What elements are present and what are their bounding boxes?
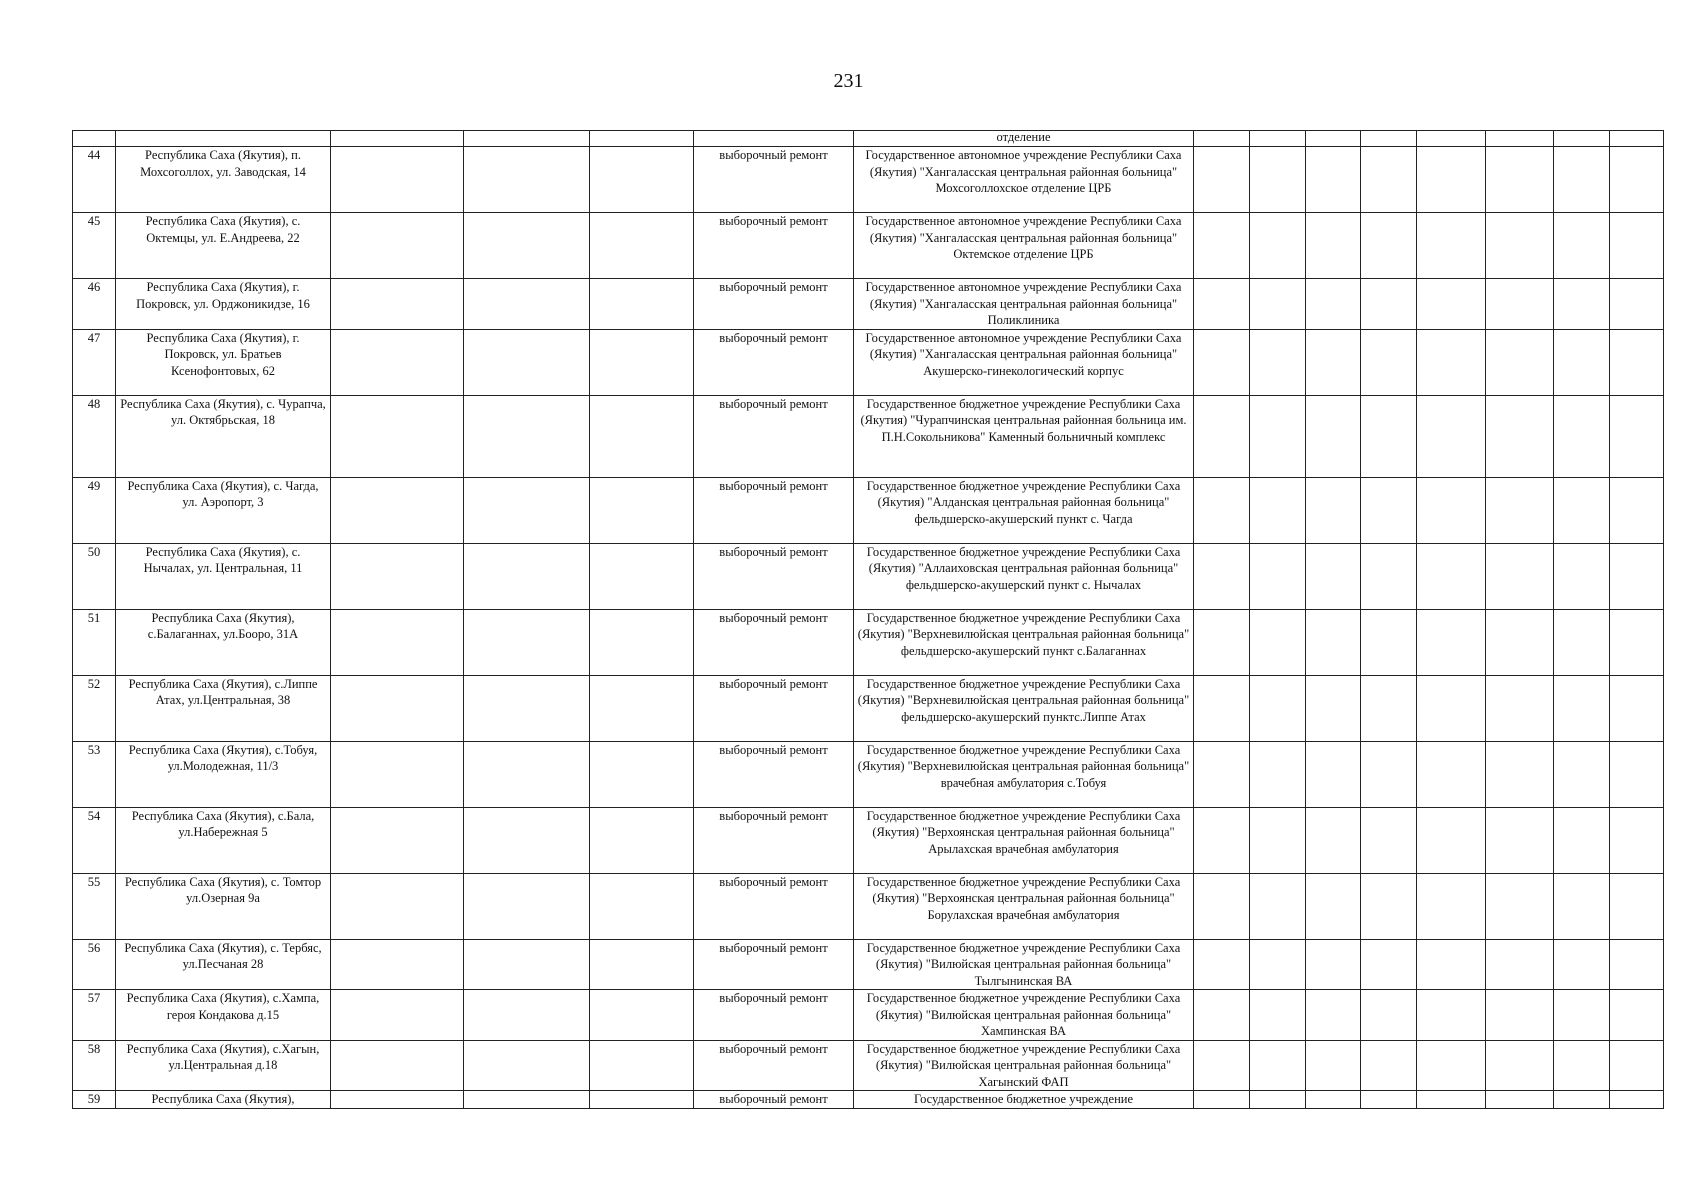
empty-cell	[1250, 873, 1306, 939]
empty-cell	[1554, 477, 1610, 543]
empty-cell	[1417, 147, 1486, 213]
continuation-row	[73, 131, 1664, 147]
empty-cell	[464, 395, 590, 477]
empty-cell	[590, 741, 694, 807]
address-cell: Республика Саха (Якутия), г. Покровск, ул. Орджоникидзе, 16	[116, 279, 331, 330]
empty-cell	[1250, 939, 1306, 990]
empty-cell	[1361, 395, 1417, 477]
empty-cell	[1554, 939, 1610, 990]
empty-cell	[464, 147, 590, 213]
empty-cell	[590, 807, 694, 873]
empty-cell	[331, 1091, 464, 1109]
address-cell: Республика Саха (Якутия), с. Чурапча, ул. Октябрьская, 18	[116, 395, 331, 477]
work-type-cell: выборочный ремонт	[694, 279, 854, 330]
empty-cell	[464, 1040, 590, 1091]
empty-cell	[590, 1040, 694, 1091]
empty-cell	[1306, 807, 1361, 873]
empty-cell	[464, 1091, 590, 1109]
empty-cell	[1361, 279, 1417, 330]
empty-cell	[1194, 609, 1250, 675]
empty-cell	[1250, 807, 1306, 873]
address-cell: Республика Саха (Якутия), с.Хагын, ул.Центральная д.18	[116, 1040, 331, 1091]
empty-cell	[1361, 990, 1417, 1041]
empty-cell	[1306, 939, 1361, 990]
empty-cell	[1194, 395, 1250, 477]
address-cell: Республика Саха (Якутия), с. Чагда, ул. Аэропорт, 3	[116, 477, 331, 543]
empty-cell	[464, 543, 590, 609]
empty-cell	[464, 477, 590, 543]
empty-cell	[1610, 477, 1664, 543]
empty-cell	[1306, 873, 1361, 939]
row-number: 46	[73, 279, 116, 330]
empty-cell	[1306, 1040, 1361, 1091]
empty-cell	[464, 873, 590, 939]
empty-cell	[590, 213, 694, 279]
empty-cell	[1486, 279, 1554, 330]
empty-cell	[1610, 1040, 1664, 1091]
table-row	[73, 395, 1664, 477]
empty-cell	[1610, 741, 1664, 807]
work-type-cell: выборочный ремонт	[694, 807, 854, 873]
repair-table	[72, 130, 1664, 1109]
row-number: 58	[73, 1040, 116, 1091]
empty-cell	[1417, 990, 1486, 1041]
row-number: 50	[73, 543, 116, 609]
empty-cell	[331, 279, 464, 330]
empty-cell	[1486, 939, 1554, 990]
empty-cell	[1554, 543, 1610, 609]
empty-cell	[464, 675, 590, 741]
empty-cell	[1250, 741, 1306, 807]
work-type-cell: выборочный ремонт	[694, 939, 854, 990]
empty-cell	[590, 873, 694, 939]
organization-cell: Государственное бюджетное учреждение Республики Саха (Якутия) "Вилюйская центральная районная больница" Хагынский ФАП	[854, 1040, 1194, 1091]
empty-cell	[331, 675, 464, 741]
row-number: 52	[73, 675, 116, 741]
empty-cell	[1486, 395, 1554, 477]
empty-cell	[1306, 609, 1361, 675]
empty-cell	[1610, 1091, 1664, 1109]
empty-cell	[590, 279, 694, 330]
empty-cell	[1486, 147, 1554, 213]
empty-cell	[1361, 543, 1417, 609]
empty-cell	[1610, 395, 1664, 477]
empty-cell	[1610, 609, 1664, 675]
table-row	[73, 477, 1664, 543]
empty-cell	[1361, 147, 1417, 213]
organization-cell: Государственное бюджетное учреждение Республики Саха (Якутия) "Вилюйская центральная районная больница" Хампинская ВА	[854, 990, 1194, 1041]
empty-cell	[1610, 939, 1664, 990]
empty-cell	[331, 213, 464, 279]
table-row	[73, 675, 1664, 741]
empty-cell	[1554, 873, 1610, 939]
address-cell: Республика Саха (Якутия),	[116, 1091, 331, 1109]
empty-cell	[1250, 279, 1306, 330]
row-number: 54	[73, 807, 116, 873]
empty-cell	[1610, 675, 1664, 741]
empty-cell	[331, 147, 464, 213]
empty-cell	[1417, 329, 1486, 395]
empty-cell	[1194, 213, 1250, 279]
empty-cell	[590, 675, 694, 741]
empty-cell	[590, 609, 694, 675]
table-row	[73, 329, 1664, 395]
address-cell: Республика Саха (Якутия), п. Мохсоголлох, ул. Заводская, 14	[116, 147, 331, 213]
table-row	[73, 543, 1664, 609]
empty-cell	[1194, 543, 1250, 609]
empty-cell	[1417, 543, 1486, 609]
empty-cell	[331, 395, 464, 477]
table-row	[73, 873, 1664, 939]
empty-cell	[1554, 609, 1610, 675]
empty-cell	[1306, 990, 1361, 1041]
address-cell: Республика Саха (Якутия), с. Октемцы, ул. Е.Андреева, 22	[116, 213, 331, 279]
empty-cell	[1554, 213, 1610, 279]
work-type-cell: выборочный ремонт	[694, 873, 854, 939]
empty-cell	[1306, 543, 1361, 609]
row-number: 53	[73, 741, 116, 807]
address-cell: Республика Саха (Якутия), с.Хампа, героя Кондакова д.15	[116, 990, 331, 1041]
empty-cell	[1486, 990, 1554, 1041]
work-type-cell: выборочный ремонт	[694, 1040, 854, 1091]
empty-cell	[1194, 990, 1250, 1041]
empty-cell	[590, 329, 694, 395]
empty-cell	[1250, 543, 1306, 609]
work-type-cell: выборочный ремонт	[694, 329, 854, 395]
organization-cell: Государственное бюджетное учреждение Республики Саха (Якутия) "Алданская центральная районная больница" фельдшерско-акушерский пункт с. Чагда	[854, 477, 1194, 543]
empty-cell	[1486, 1040, 1554, 1091]
empty-cell	[1554, 741, 1610, 807]
empty-cell	[1250, 675, 1306, 741]
empty-cell	[1361, 873, 1417, 939]
empty-cell	[1417, 741, 1486, 807]
empty-cell	[331, 543, 464, 609]
empty-cell	[1250, 1091, 1306, 1109]
empty-cell	[1486, 329, 1554, 395]
empty-cell	[331, 807, 464, 873]
work-type-cell: выборочный ремонт	[694, 990, 854, 1041]
empty-cell	[1417, 1091, 1486, 1109]
empty-cell	[1306, 279, 1361, 330]
organization-cell: Государственное бюджетное учреждение	[854, 1091, 1194, 1109]
empty-cell	[1361, 477, 1417, 543]
empty-cell	[1486, 873, 1554, 939]
empty-cell	[1250, 213, 1306, 279]
table-row	[73, 807, 1664, 873]
empty-cell	[1250, 395, 1306, 477]
organization-cell: Государственное бюджетное учреждение Республики Саха (Якутия) "Аллаиховская центральная районная больница" фельдшерско-акушерский пункт с. Нычалах	[854, 543, 1194, 609]
empty-cell	[1194, 873, 1250, 939]
empty-cell	[1610, 807, 1664, 873]
table-row	[73, 939, 1664, 990]
empty-cell	[1194, 147, 1250, 213]
empty-cell	[1486, 741, 1554, 807]
row-number: 49	[73, 477, 116, 543]
address-cell: Республика Саха (Якутия), с.Тобуя, ул.Молодежная, 11/3	[116, 741, 331, 807]
empty-cell	[331, 609, 464, 675]
empty-cell	[1194, 477, 1250, 543]
row-number: 47	[73, 329, 116, 395]
address-cell: Республика Саха (Якутия), г. Покровск, ул. Братьев Ксенофонтовых, 62	[116, 329, 331, 395]
organization-cell: Государственное автономное учреждение Республики Саха (Якутия) "Хангаласская центральная районная больница" Поликлиника	[854, 279, 1194, 330]
work-type-cell: выборочный ремонт	[694, 543, 854, 609]
empty-cell	[590, 147, 694, 213]
organization-cell: Государственное автономное учреждение Республики Саха (Якутия) "Хангаласская центральная районная больница" Мохсоголлохское отделение ЦРБ	[854, 147, 1194, 213]
organization-cell: Государственное бюджетное учреждение Республики Саха (Якутия) "Вилюйская центральная районная больница" Тылгынинская ВА	[854, 939, 1194, 990]
work-type-cell: выборочный ремонт	[694, 741, 854, 807]
empty-cell	[1554, 1091, 1610, 1109]
empty-cell	[590, 477, 694, 543]
empty-cell	[1250, 990, 1306, 1041]
table-row	[73, 279, 1664, 330]
empty-cell	[1486, 675, 1554, 741]
empty-cell	[1417, 477, 1486, 543]
empty-cell	[1417, 609, 1486, 675]
empty-cell	[1486, 213, 1554, 279]
empty-cell	[464, 213, 590, 279]
table-row	[73, 1040, 1664, 1091]
empty-cell	[1417, 395, 1486, 477]
empty-cell	[590, 990, 694, 1041]
empty-cell	[1250, 329, 1306, 395]
table-row	[73, 213, 1664, 279]
organization-cell: Государственное бюджетное учреждение Республики Саха (Якутия) "Верхневилюйская центральная районная больница" врачебная амбулатория с.Тобуя	[854, 741, 1194, 807]
address-cell: Республика Саха (Якутия), с. Томтор ул.Озерная 9а	[116, 873, 331, 939]
organization-cell: Государственное автономное учреждение Республики Саха (Якутия) "Хангаласская центральная районная больница" Октемское отделение ЦРБ	[854, 213, 1194, 279]
empty-cell	[1250, 609, 1306, 675]
work-type-cell: выборочный ремонт	[694, 213, 854, 279]
empty-cell	[1194, 1040, 1250, 1091]
empty-cell	[1194, 807, 1250, 873]
empty-cell	[1250, 1040, 1306, 1091]
empty-cell	[1250, 147, 1306, 213]
empty-cell	[1361, 609, 1417, 675]
address-cell: Республика Саха (Якутия), с.Балаганнах, ул.Бооро, 31А	[116, 609, 331, 675]
empty-cell	[1486, 543, 1554, 609]
organization-cell: Государственное автономное учреждение Республики Саха (Якутия) "Хангаласская центральная районная больница" Акушерско-гинекологический корпус	[854, 329, 1194, 395]
empty-cell	[1306, 675, 1361, 741]
empty-cell	[1554, 395, 1610, 477]
organization-cell: Государственное бюджетное учреждение Республики Саха (Якутия) "Верхоянская центральная районная больница" Борулахская врачебная амбулатория	[854, 873, 1194, 939]
empty-cell	[1361, 213, 1417, 279]
organization-cell: Государственное бюджетное учреждение Республики Саха (Якутия) "Верхоянская центральная районная больница" Арылахская врачебная амбулатория	[854, 807, 1194, 873]
work-type-cell: выборочный ремонт	[694, 609, 854, 675]
empty-cell	[464, 807, 590, 873]
table-row	[73, 609, 1664, 675]
empty-cell	[1361, 939, 1417, 990]
empty-cell	[1610, 543, 1664, 609]
empty-cell	[1554, 807, 1610, 873]
address-cell: Республика Саха (Якутия), с.Бала, ул.Набережная 5	[116, 807, 331, 873]
empty-cell	[1417, 939, 1486, 990]
row-number: 57	[73, 990, 116, 1041]
empty-cell	[1554, 279, 1610, 330]
organization-cell: Государственное бюджетное учреждение Республики Саха (Якутия) "Верхневилюйская центральная районная больница" фельдшерско-акушерский пунктс.Липпе Атах	[854, 675, 1194, 741]
row-number: 51	[73, 609, 116, 675]
empty-cell	[1361, 329, 1417, 395]
table-row	[73, 147, 1664, 213]
table-row	[73, 990, 1664, 1041]
empty-cell	[331, 329, 464, 395]
empty-cell	[464, 329, 590, 395]
empty-cell	[1194, 1091, 1250, 1109]
continuation-text: отделение	[854, 131, 1194, 147]
address-cell: Республика Саха (Якутия), с. Нычалах, ул. Центральная, 11	[116, 543, 331, 609]
empty-cell	[1554, 1040, 1610, 1091]
address-cell: Республика Саха (Якутия), с. Тербяс, ул.Песчаная 28	[116, 939, 331, 990]
empty-cell	[1361, 1091, 1417, 1109]
empty-cell	[464, 609, 590, 675]
empty-cell	[464, 279, 590, 330]
empty-cell	[1306, 477, 1361, 543]
empty-cell	[464, 990, 590, 1041]
row-number: 56	[73, 939, 116, 990]
work-type-cell: выборочный ремонт	[694, 1091, 854, 1109]
empty-cell	[331, 939, 464, 990]
table-row	[73, 741, 1664, 807]
empty-cell	[1417, 675, 1486, 741]
empty-cell	[1250, 477, 1306, 543]
empty-cell	[1554, 147, 1610, 213]
organization-cell: Государственное бюджетное учреждение Республики Саха (Якутия) "Чурапчинская центральная районная больница им. П.Н.Сокольникова" Каменный больничный комплекс	[854, 395, 1194, 477]
empty-cell	[1306, 329, 1361, 395]
empty-cell	[331, 1040, 464, 1091]
empty-cell	[1610, 990, 1664, 1041]
empty-cell	[1361, 741, 1417, 807]
empty-cell	[590, 395, 694, 477]
table-row	[73, 1091, 1664, 1109]
empty-cell	[1610, 147, 1664, 213]
empty-cell	[1486, 807, 1554, 873]
empty-cell	[1306, 147, 1361, 213]
organization-cell: Государственное бюджетное учреждение Республики Саха (Якутия) "Верхневилюйская центральная районная больница" фельдшерско-акушерский пункт с.Балаганнах	[854, 609, 1194, 675]
empty-cell	[1417, 279, 1486, 330]
empty-cell	[331, 873, 464, 939]
empty-cell	[331, 477, 464, 543]
empty-cell	[590, 1091, 694, 1109]
work-type-cell: выборочный ремонт	[694, 675, 854, 741]
table-body	[73, 131, 1664, 1109]
empty-cell	[1417, 873, 1486, 939]
page-number: 231	[833, 70, 864, 92]
empty-cell	[1486, 609, 1554, 675]
empty-cell	[1417, 807, 1486, 873]
empty-cell	[1306, 741, 1361, 807]
empty-cell	[1361, 675, 1417, 741]
row-number: 44	[73, 147, 116, 213]
row-number: 59	[73, 1091, 116, 1109]
address-cell: Республика Саха (Якутия), с.Липпе Атах, ул.Центральная, 38	[116, 675, 331, 741]
empty-cell	[590, 939, 694, 990]
empty-cell	[590, 543, 694, 609]
empty-cell	[1194, 939, 1250, 990]
empty-cell	[1610, 279, 1664, 330]
empty-cell	[1361, 807, 1417, 873]
empty-cell	[1417, 213, 1486, 279]
empty-cell	[1306, 213, 1361, 279]
empty-cell	[1554, 329, 1610, 395]
row-number: 55	[73, 873, 116, 939]
empty-cell	[331, 990, 464, 1041]
empty-cell	[1554, 990, 1610, 1041]
empty-cell	[464, 939, 590, 990]
empty-cell	[1610, 213, 1664, 279]
empty-cell	[1610, 873, 1664, 939]
row-number: 45	[73, 213, 116, 279]
empty-cell	[1306, 395, 1361, 477]
empty-cell	[1194, 675, 1250, 741]
empty-cell	[1194, 279, 1250, 330]
empty-cell	[1361, 1040, 1417, 1091]
empty-cell	[1306, 1091, 1361, 1109]
empty-cell	[1194, 329, 1250, 395]
empty-cell	[1486, 1091, 1554, 1109]
empty-cell	[331, 741, 464, 807]
empty-cell	[1194, 741, 1250, 807]
empty-cell	[1486, 477, 1554, 543]
row-number: 48	[73, 395, 116, 477]
empty-cell	[464, 741, 590, 807]
empty-cell	[1417, 1040, 1486, 1091]
empty-cell	[1610, 329, 1664, 395]
empty-cell	[1554, 675, 1610, 741]
work-type-cell: выборочный ремонт	[694, 147, 854, 213]
work-type-cell: выборочный ремонт	[694, 395, 854, 477]
work-type-cell: выборочный ремонт	[694, 477, 854, 543]
